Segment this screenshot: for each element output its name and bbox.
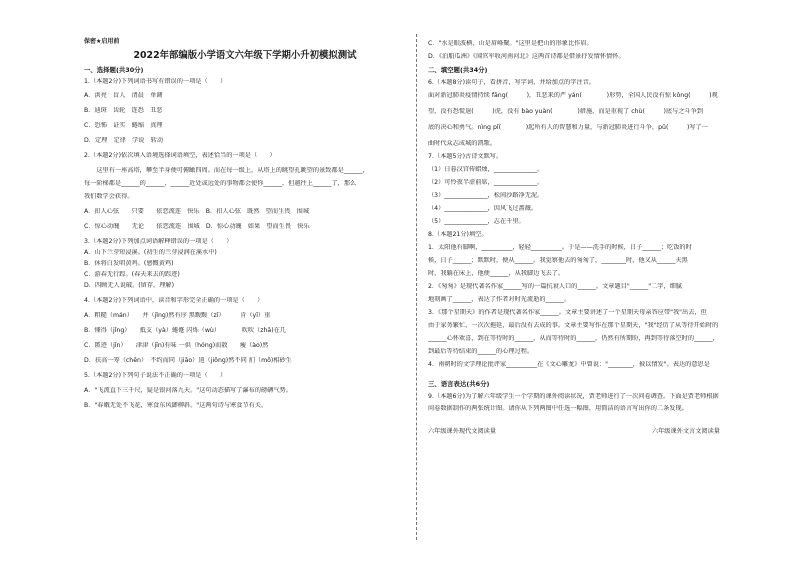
q3-option-a: A．山下兰芽短浸溪。(初生的兰芽浸润在溪水中) <box>84 249 217 256</box>
q4-option-b: B．懂得（jǐng） 抵支（yà）蜷蹙 闪烁（wù） 吹吹（zhā)在几 <box>84 327 286 334</box>
chart-title-modern: 六年级课外现代文阅读量 <box>428 428 497 435</box>
page-title: 2022年部编版小学语文六年级下学期小升初模拟测试 <box>133 50 357 61</box>
question-7: 7.（本题5分)古诗文默写。 <box>428 153 503 160</box>
confidential-label: 保密★启用前 <box>84 38 120 45</box>
column-divider <box>416 34 417 540</box>
q8-text-line: 1．太阳他有脚啊，__________，轻轻__________。于是——洗手的时候，日子______；吃饭的时 <box>428 244 692 251</box>
q5-option-c: C．"水是眼波横，山是眉峰聚。"这里是把山的形象比作眉。 <box>428 40 593 47</box>
question-3: 3.（本题2分)下列加点词语解释错误的一项是（ ） <box>84 238 233 245</box>
question-4: 4.（本题2分)下列词语中，读音和字形完全正确的一项是（ ） <box>84 297 264 304</box>
q8-text-line: 2．《匆匆》是现代著名作家______写的一篇抗衰人口的______。文章题目"______"二字，细腻 <box>428 283 683 290</box>
question-1: 1.（本题2分)下列词语书写有错误的一项是（ ） <box>84 78 227 85</box>
q7-item: （1）日暮汉宫传蜡烛，______________。 <box>428 166 544 173</box>
section-2-heading: 二、填空题(共34分) <box>428 66 488 74</box>
question-5: 5.（本题2分)下列句子说法不正确的一项是（ ） <box>84 372 227 379</box>
q8-text-line: 3．《那个星期天》的作者是现代著名作家______。文章主要讲述了一个星期天母亲答应带"我"出去，但 <box>428 309 707 316</box>
left-column <box>84 66 406 411</box>
q2-text-line: 这里有一座高塔，攀至半身便可俯瞰四周。而在每一级上，从塔上的眺望孔眺望的景致都是______， <box>84 167 369 174</box>
question-2: 2.（本题2分)依次填入语境选择词语填空，表述恰当的一项是（ ） <box>84 152 276 159</box>
q8-text-line: ______心怀欢喜，到在等待时的______，从而等待时的______，仍然有所期盼，再到等待落空时的______， <box>428 335 719 342</box>
q2-options-cd: C．惊心动魄 无论 依恋流连 围城 D．惊心动魄 如果 望而生畏 快乐 <box>84 223 310 230</box>
q7-item: （3）______________，松间沙路净无泥。 <box>428 192 544 199</box>
q9-text-line: 问卷数据制作的两张统计图。请你从下列两图中任选一幅图，用简洁的语言写出你的二条发现。 <box>428 405 688 412</box>
chart-title-classical: 六年级课外文言文阅读量 <box>651 428 720 435</box>
q1-option-b: B．迪斑 齿轮 连恐 丑恶 <box>84 107 163 114</box>
q8-text-line: 由于家务繁忙，一次次拖延，最后没有去成的事。文章主要写作在那个星期天，"我"经历了从等待开始时的 <box>428 322 719 329</box>
q2-text-line: 我们数学会获得。 <box>84 193 134 200</box>
q3-option-d: D．四顾无人说破。(留存，理解) <box>84 282 175 289</box>
q7-item: （5）______________，志在千里。 <box>428 218 525 225</box>
q1-option-a: A．洪亮 盲人 清晨 单调 <box>84 92 163 99</box>
q1-option-c: C．恐怖 证实 蜷缩 真理 <box>84 122 163 129</box>
q6-text-line: 望，没有恐慌退( )虎，没有 bào yuàn( )措施，而是重视了 chù( )底与之斗争到 <box>428 108 703 115</box>
q6-text-line: 底的决心和勇气。nìng pǐ( )起所有人的智慧和力量，与新冠肺炎进行斗争，pǔ( )写了一 <box>428 124 708 131</box>
q7-item: （2）可怜夜半虚前席，______________。 <box>428 179 544 186</box>
q6-text-line: 曲时代众志成城的凯歌。 <box>428 140 497 147</box>
q1-option-d: D．定理 定律 学说 转动 <box>84 137 164 144</box>
q5-option-a: A．"飞流直下三千尺，疑是银河落九天。"这句动态描写了瀑布的磅礴气势。 <box>84 387 292 394</box>
q5-option-d: D．《泊船瓜洲》《闻官军收河南河北》这两首诗都是借景抒发情怀情怀。 <box>428 53 625 60</box>
q6-text-line: 面对新冠肺炎疫情持续 fāng( )，丑恶来的严 yán( )形势，全国人民没有惊 kǒng( )观 <box>428 92 718 99</box>
q4-option-c: C．匿迹（jǐn） 津津（jīn)有味 一供（hóng)而散 瘦（ào)然 <box>84 342 269 349</box>
q2-options-ab: A．扣人心弦 只要 依恋流连 快乐 B．扣人心弦 既然 望而生畏 围城 <box>84 208 310 215</box>
q4-option-d: D．扶高一筹（chēn） 不约而同（jiāo）逍（jiōng)然不同 扪（mō)相砂生 <box>84 357 292 364</box>
q8-text-line: 候，日子______；默默时，便从______。我觉察他去的匆匆了，________时，他又从______天黑 <box>428 257 688 264</box>
q3-option-c: C．游春无行踪。(春天来去的踪迹) <box>84 271 180 278</box>
chart-titles <box>428 428 754 436</box>
right-column <box>428 40 754 436</box>
question-8: 8.（本题21分)填空。 <box>428 231 488 238</box>
q7-item: （4）______________，因风飞过蔷薇。 <box>428 205 538 212</box>
q4-option-a: A．粗糙（mán） 井（jǐng)然有序 黑黢黢（zī） 肯（yī）重 <box>84 312 271 319</box>
q5-option-b: B．"春娥无处不飞花，寒食东风御柳斜。"这两句诗与寒食节有关。 <box>84 402 268 409</box>
q8-text-line: 地刻画了______，表达了作者对时光流逝的______。 <box>428 296 571 303</box>
section-1-heading: 一、选择题(共30分) <box>84 66 144 74</box>
q8-text-line: 时，我躺在床上，他便______，从我脚边飞去了。 <box>428 270 565 277</box>
section-3-heading: 三、语言表达(共6分) <box>428 380 490 388</box>
q9-text-line: 9.（本题6分)为了解六年级学生一个学期的课外阅读状况，贾老师进行了一次问卷调查。下面是贾老师根据 <box>428 393 719 400</box>
q8-text-line: 到最后等待结束的______的心理过程。 <box>428 348 534 355</box>
question-6: 6.（本题8分)读句子，看拼音，写字词，并给加点的字注音。 <box>428 79 595 86</box>
q2-text-line: 每一阶梯都是______的______，______近处或远处的事物都会使你______，但越往上______了，那么 <box>84 180 357 187</box>
q3-option-b: B．休将白发唱黄鸡。(感慨黄鸡) <box>84 260 174 267</box>
q8-text-line: 4．南朝时的文学理论批评家__________在《文心雕龙》中曾说："________，披以情发"。表达的意思是 <box>428 361 710 368</box>
